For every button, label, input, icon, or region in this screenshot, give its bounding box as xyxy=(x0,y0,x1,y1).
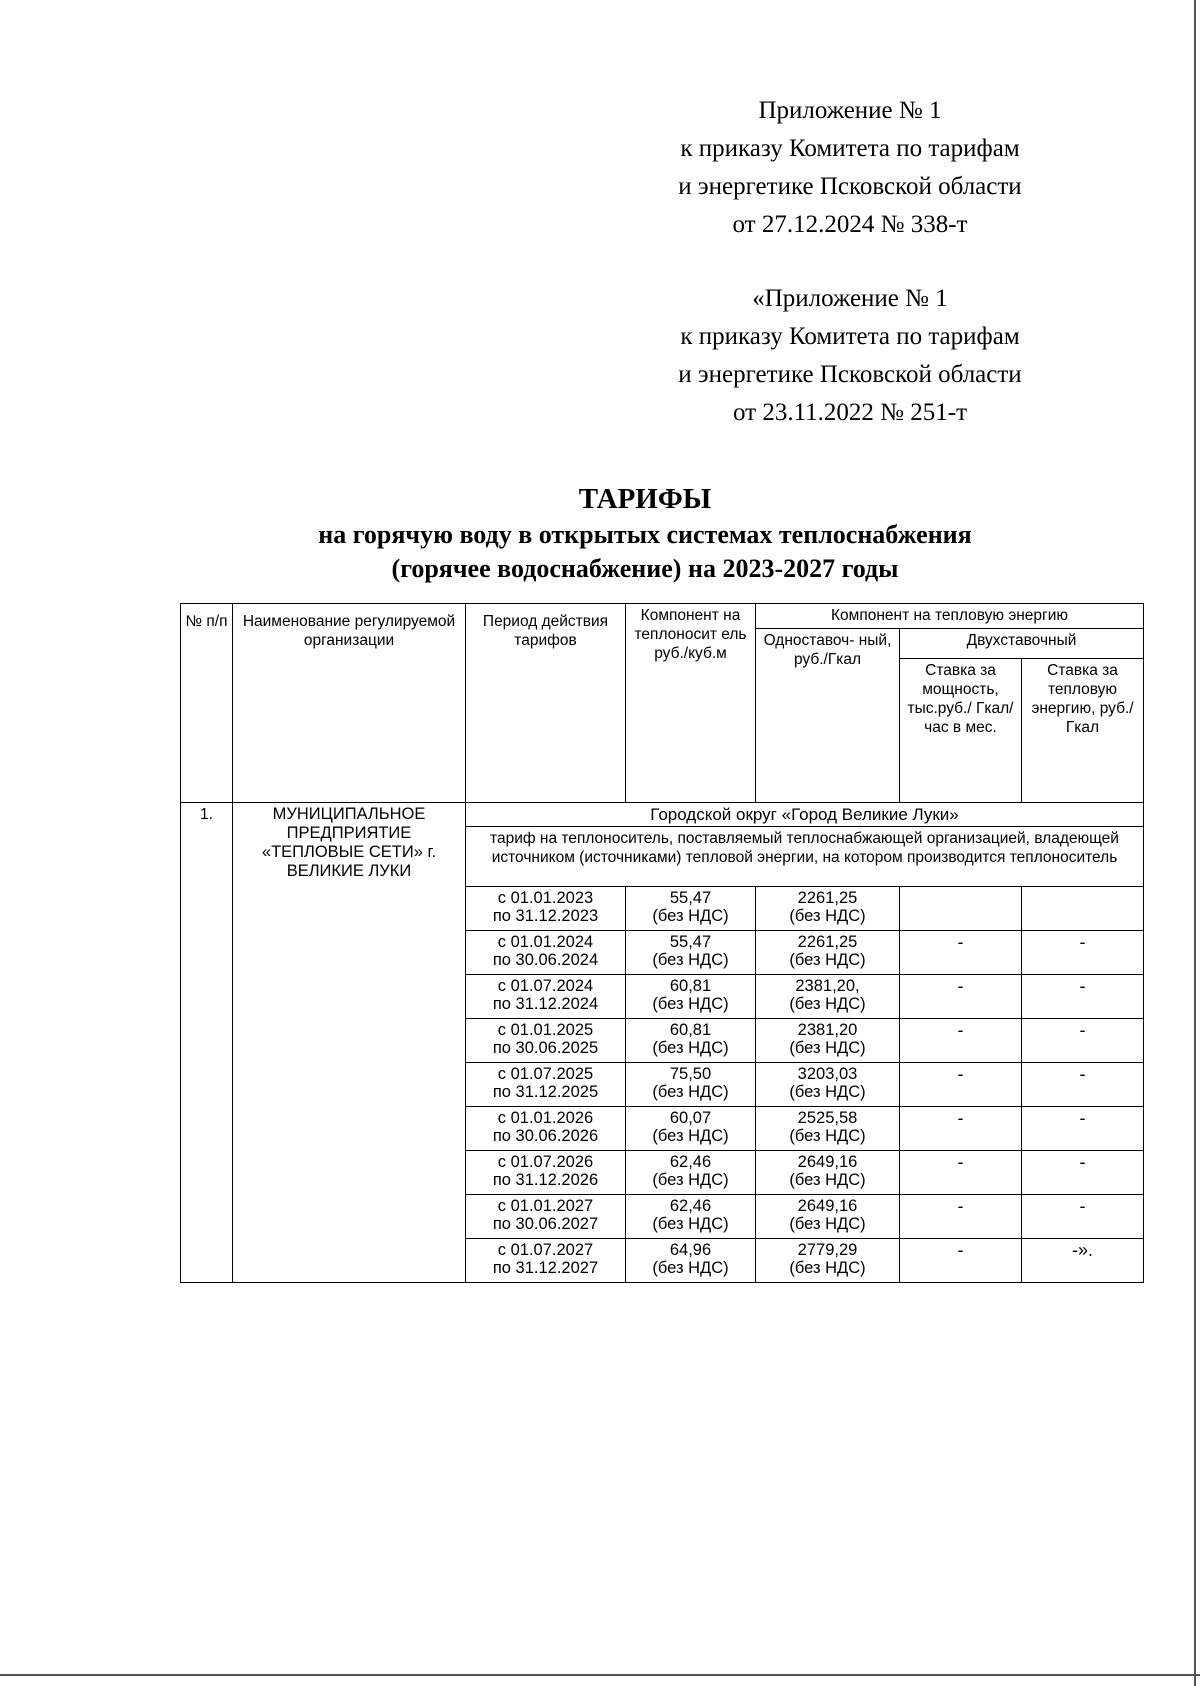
header-organization: Наименование регулируемой организации xyxy=(233,604,466,803)
carrier-value-carrier-note: (без НДС) xyxy=(652,1083,729,1101)
appendix-previous-line3: и энергетике Псковской области xyxy=(678,361,1022,388)
period-from: с 01.01.2025 xyxy=(497,1021,594,1039)
energy-rate-value-energy: - xyxy=(1079,1064,1086,1084)
single-rate-value-cell xyxy=(756,1063,900,1107)
appendix-previous-line4: от 23.11.2022 № 251-т xyxy=(732,399,968,426)
period-cell xyxy=(466,1063,626,1107)
power-rate-value-power: - xyxy=(957,1152,964,1172)
carrier-value-cell xyxy=(626,1019,756,1063)
document-subtitle-line2: (горячее водоснабжение) на 2023-2027 годы xyxy=(391,554,899,583)
appendix-previous-line1: «Приложение № 1 xyxy=(752,285,948,312)
tariff-table-body xyxy=(181,803,1144,1283)
power-rate-value-cell xyxy=(900,975,1022,1019)
header-single-rate: Одноставоч- ный, руб./Гкал xyxy=(756,629,900,803)
energy-rate-value-energy: - xyxy=(1079,1196,1086,1216)
power-rate-value-power: - xyxy=(957,1020,964,1040)
tariff-note: тариф на теплоноситель, поставляемый теплоснабжающей организацией, владеющей источником (источниками) тепловой энергии, на котором производится теплоноситель xyxy=(466,827,1144,887)
period-cell xyxy=(466,931,626,975)
single-rate-value-single: 2525,58 xyxy=(797,1109,858,1127)
power-rate-value-power: - xyxy=(957,1240,964,1260)
period-from: с 01.01.2024 xyxy=(497,933,594,951)
power-rate-value-power: - xyxy=(957,932,964,952)
period-from: с 01.01.2026 xyxy=(497,1109,594,1127)
appendix-previous xyxy=(640,280,1060,432)
carrier-value-cell xyxy=(626,887,756,931)
period-cell xyxy=(466,1107,626,1151)
power-rate-value-cell xyxy=(900,931,1022,975)
single-rate-value-cell xyxy=(756,887,900,931)
appendix-current-line4: от 27.12.2024 № 338-т xyxy=(732,211,968,238)
single-rate-value-single: 2381,20, xyxy=(795,977,860,995)
power-rate-value-cell xyxy=(900,1151,1022,1195)
energy-rate-value-energy: - xyxy=(1079,976,1086,996)
carrier-value-carrier-note: (без НДС) xyxy=(652,1259,729,1277)
single-rate-value-single-note: (без НДС) xyxy=(789,1215,866,1233)
organization-name: МУНИЦИПАЛЬНОЕ ПРЕДПРИЯТИЕ «ТЕПЛОВЫЕ СЕТИ» г. ВЕЛИКИЕ ЛУКИ xyxy=(233,803,466,1283)
period-cell xyxy=(466,975,626,1019)
header-carrier-component: Компонент на теплоносит ель руб./куб.м xyxy=(626,604,756,803)
single-rate-value-single: 2779,29 xyxy=(797,1241,858,1259)
period-from: с 01.07.2024 xyxy=(497,977,594,995)
energy-rate-value-cell xyxy=(1022,1151,1144,1195)
carrier-value-cell xyxy=(626,1107,756,1151)
tariff-table xyxy=(180,603,1144,1283)
page-edge-right xyxy=(1194,0,1196,1686)
carrier-value-carrier: 62,46 xyxy=(669,1197,712,1215)
period-to: по 31.12.2023 xyxy=(492,907,599,925)
energy-rate-value-cell xyxy=(1022,887,1144,931)
period-to: по 31.12.2026 xyxy=(492,1171,599,1189)
energy-rate-value-cell xyxy=(1022,931,1144,975)
period-from: с 01.01.2027 xyxy=(497,1197,594,1215)
period-cell xyxy=(466,1195,626,1239)
period-from: с 01.07.2025 xyxy=(497,1065,594,1083)
single-rate-value-single-note: (без НДС) xyxy=(789,1083,866,1101)
carrier-value-carrier: 60,81 xyxy=(669,1021,712,1039)
carrier-value-carrier: 60,07 xyxy=(669,1109,712,1127)
power-rate-value-power: - xyxy=(957,1196,964,1216)
energy-rate-value-cell xyxy=(1022,1019,1144,1063)
energy-rate-value-energy: -». xyxy=(1072,1240,1094,1260)
power-rate-value-cell xyxy=(900,887,1022,931)
carrier-value-cell xyxy=(626,1195,756,1239)
single-rate-value-single-note: (без НДС) xyxy=(789,1259,866,1277)
period-from: с 01.07.2027 xyxy=(497,1241,594,1259)
carrier-value-carrier: 62,46 xyxy=(669,1153,712,1171)
single-rate-value-single-note: (без НДС) xyxy=(789,907,866,925)
document-subtitle-line1: на горячую воду в открытых системах теплоснабжения xyxy=(318,520,972,549)
single-rate-value-single: 2381,20 xyxy=(797,1021,858,1039)
row-number: 1. xyxy=(181,803,233,1283)
appendix-current-line3: и энергетике Псковской области xyxy=(678,173,1022,200)
header-heat-component: Компонент на тепловую энергию xyxy=(756,604,1144,629)
energy-rate-value-cell xyxy=(1022,975,1144,1019)
carrier-value-cell xyxy=(626,931,756,975)
carrier-value-carrier-note: (без НДС) xyxy=(652,1127,729,1145)
carrier-value-carrier-note: (без НДС) xyxy=(652,1215,729,1233)
single-rate-value-single-note: (без НДС) xyxy=(789,1039,866,1057)
power-rate-value-cell xyxy=(900,1239,1022,1283)
single-rate-value-cell xyxy=(756,975,900,1019)
single-rate-value-cell xyxy=(756,1107,900,1151)
period-from: с 01.01.2023 xyxy=(497,889,594,907)
single-rate-value-single-note: (без НДС) xyxy=(789,1127,866,1145)
carrier-value-carrier-note: (без НДС) xyxy=(652,1171,729,1189)
period-to: по 30.06.2024 xyxy=(492,951,599,969)
document-title: ТАРИФЫ xyxy=(578,483,712,515)
header-double-rate: Двухставочный xyxy=(900,629,1144,659)
power-rate-value-cell xyxy=(900,1019,1022,1063)
single-rate-value-single: 2261,25 xyxy=(797,933,858,951)
energy-rate-value-cell xyxy=(1022,1063,1144,1107)
single-rate-value-single: 2261,25 xyxy=(797,889,858,907)
header-energy-rate: Ставка за тепловую энергию, руб./Гкал xyxy=(1022,659,1144,803)
carrier-value-carrier-note: (без НДС) xyxy=(652,995,729,1013)
carrier-value-carrier-note: (без НДС) xyxy=(652,1039,729,1057)
appendix-current-line2: к приказу Комитета по тарифам xyxy=(680,135,1020,162)
single-rate-value-cell xyxy=(756,1151,900,1195)
power-rate-value-cell xyxy=(900,1063,1022,1107)
carrier-value-cell xyxy=(626,975,756,1019)
energy-rate-value-energy: - xyxy=(1079,932,1086,952)
energy-rate-value-energy: - xyxy=(1079,1152,1086,1172)
power-rate-value-power: - xyxy=(957,1108,964,1128)
carrier-value-cell xyxy=(626,1239,756,1283)
appendix-previous-line2: к приказу Комитета по тарифам xyxy=(680,323,1020,350)
period-from: с 01.07.2026 xyxy=(497,1153,594,1171)
header-period: Период действия тарифов xyxy=(466,604,626,803)
period-cell xyxy=(466,1019,626,1063)
energy-rate-value-energy: - xyxy=(1079,1020,1086,1040)
power-rate-value-cell xyxy=(900,1195,1022,1239)
single-rate-value-single-note: (без НДС) xyxy=(789,951,866,969)
power-rate-value-power: - xyxy=(957,976,964,996)
page-edge-bottom xyxy=(0,1674,1200,1676)
carrier-value-carrier: 60,81 xyxy=(669,977,712,995)
energy-rate-value-cell xyxy=(1022,1239,1144,1283)
single-rate-value-single-note: (без НДС) xyxy=(789,995,866,1013)
header-num: № п/п xyxy=(181,604,233,803)
energy-rate-value-energy: - xyxy=(1079,1108,1086,1128)
period-cell xyxy=(466,1239,626,1283)
energy-rate-value-cell xyxy=(1022,1107,1144,1151)
period-to: по 30.06.2026 xyxy=(492,1127,599,1145)
carrier-value-carrier: 55,47 xyxy=(669,933,712,951)
period-to: по 31.12.2027 xyxy=(492,1259,599,1277)
single-rate-value-single-note: (без НДС) xyxy=(789,1171,866,1189)
carrier-value-carrier-note: (без НДС) xyxy=(652,951,729,969)
appendix-current-line1: Приложение № 1 xyxy=(758,97,942,124)
period-cell xyxy=(466,1151,626,1195)
appendix-current xyxy=(640,92,1060,244)
region-name: Городской округ «Город Великие Луки» xyxy=(466,803,1144,827)
carrier-value-carrier: 55,47 xyxy=(669,889,712,907)
single-rate-value-single: 2649,16 xyxy=(797,1197,858,1215)
power-rate-value-power: - xyxy=(957,1064,964,1084)
single-rate-value-cell xyxy=(756,1239,900,1283)
single-rate-value-single: 2649,16 xyxy=(797,1153,858,1171)
period-to: по 31.12.2025 xyxy=(492,1083,599,1101)
single-rate-value-single: 3203,03 xyxy=(797,1065,858,1083)
single-rate-value-cell xyxy=(756,1195,900,1239)
period-to: по 30.06.2027 xyxy=(492,1215,599,1233)
carrier-value-carrier: 75,50 xyxy=(669,1065,712,1083)
single-rate-value-cell xyxy=(756,1019,900,1063)
carrier-value-cell xyxy=(626,1063,756,1107)
energy-rate-value-cell xyxy=(1022,1195,1144,1239)
carrier-value-cell xyxy=(626,1151,756,1195)
header-power-rate: Ставка за мощность, тыс.руб./ Гкал/час в мес. xyxy=(900,659,1022,803)
period-cell xyxy=(466,887,626,931)
period-to: по 31.12.2024 xyxy=(492,995,599,1013)
single-rate-value-cell xyxy=(756,931,900,975)
power-rate-value-cell xyxy=(900,1107,1022,1151)
carrier-value-carrier: 64,96 xyxy=(669,1241,712,1259)
carrier-value-carrier-note: (без НДС) xyxy=(652,907,729,925)
period-to: по 30.06.2025 xyxy=(492,1039,599,1057)
